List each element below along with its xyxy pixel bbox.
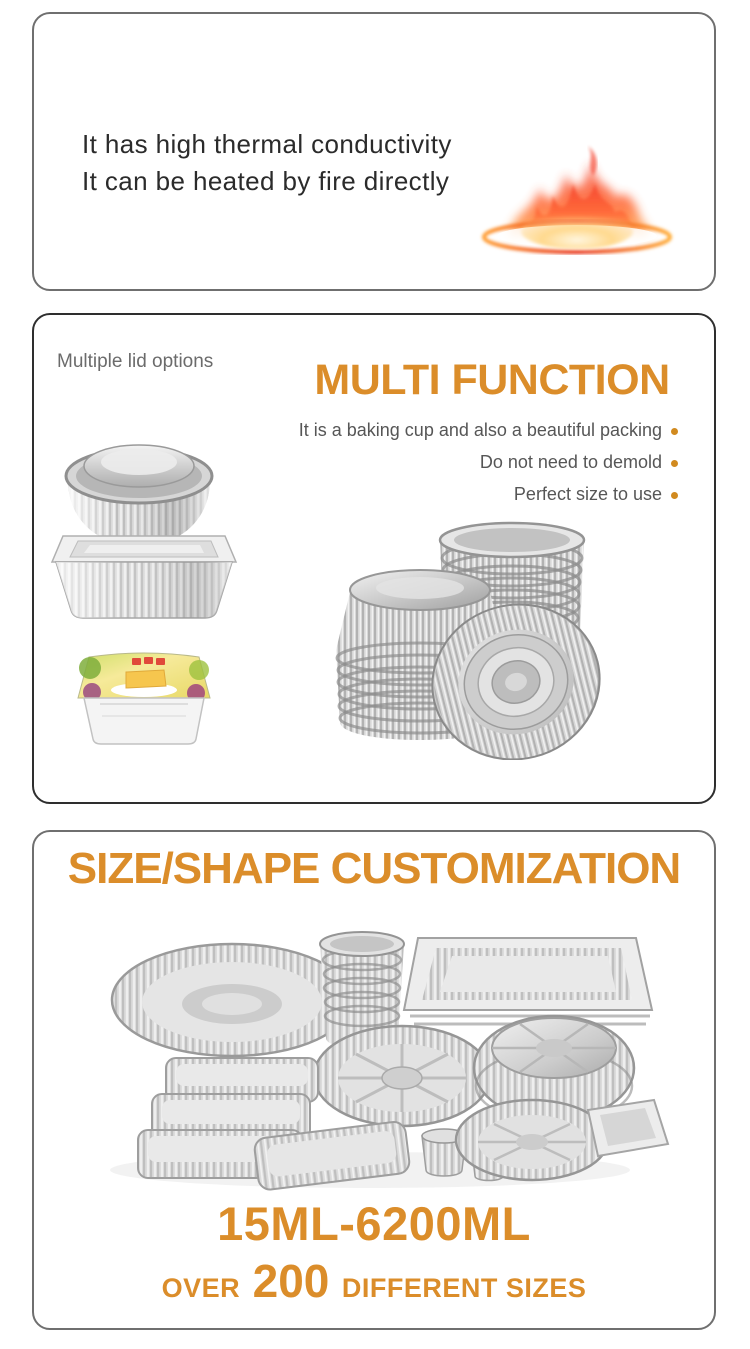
rectangular-foil-pan-image [50, 522, 238, 624]
bullet-row [299, 478, 678, 510]
sizes-suffix: DIFFERENT SIZES [341, 1273, 587, 1303]
multi-function-bullets [299, 414, 678, 510]
size-shape-title: SIZE/SHAPE CUSTOMIZATION [67, 844, 681, 893]
thermal-text [82, 126, 452, 200]
bullet-text: It is a baking cup and also a beautiful packing [298, 420, 662, 440]
capacity-range-text: 15ML-6200ML [217, 1197, 531, 1250]
fire-flame-image [476, 138, 678, 262]
bullet-text: Do not need to demold [479, 452, 662, 472]
large-oval-pan [112, 944, 352, 1056]
multiple-lid-options-label: Multiple lid options [57, 351, 214, 372]
thermal-line-2: It can be heated by fire directly [82, 166, 450, 196]
small-square-pan [588, 1100, 668, 1156]
multi-function-title: MULTI FUNCTION [314, 356, 670, 404]
oval-pan-center [314, 1026, 490, 1126]
sizes-number: 200 [252, 1255, 330, 1307]
large-rect-tray [404, 938, 652, 1024]
pie-pan [456, 1100, 608, 1180]
printed-lid-container-image [70, 646, 218, 748]
bullet-row [299, 414, 678, 446]
stacked-foil-cups-image [326, 510, 614, 760]
bullet-dot-icon [671, 460, 678, 467]
bullet-row [299, 446, 678, 478]
sizes-count-line [32, 1254, 716, 1308]
assorted-containers-image [80, 898, 670, 1198]
sizes-prefix: OVER [161, 1273, 241, 1303]
bullet-dot-icon [671, 428, 678, 435]
bullet-text: Perfect size to use [513, 484, 662, 504]
thermal-line-1: It has high thermal conductivity [82, 129, 452, 159]
bullet-dot-icon [671, 492, 678, 499]
